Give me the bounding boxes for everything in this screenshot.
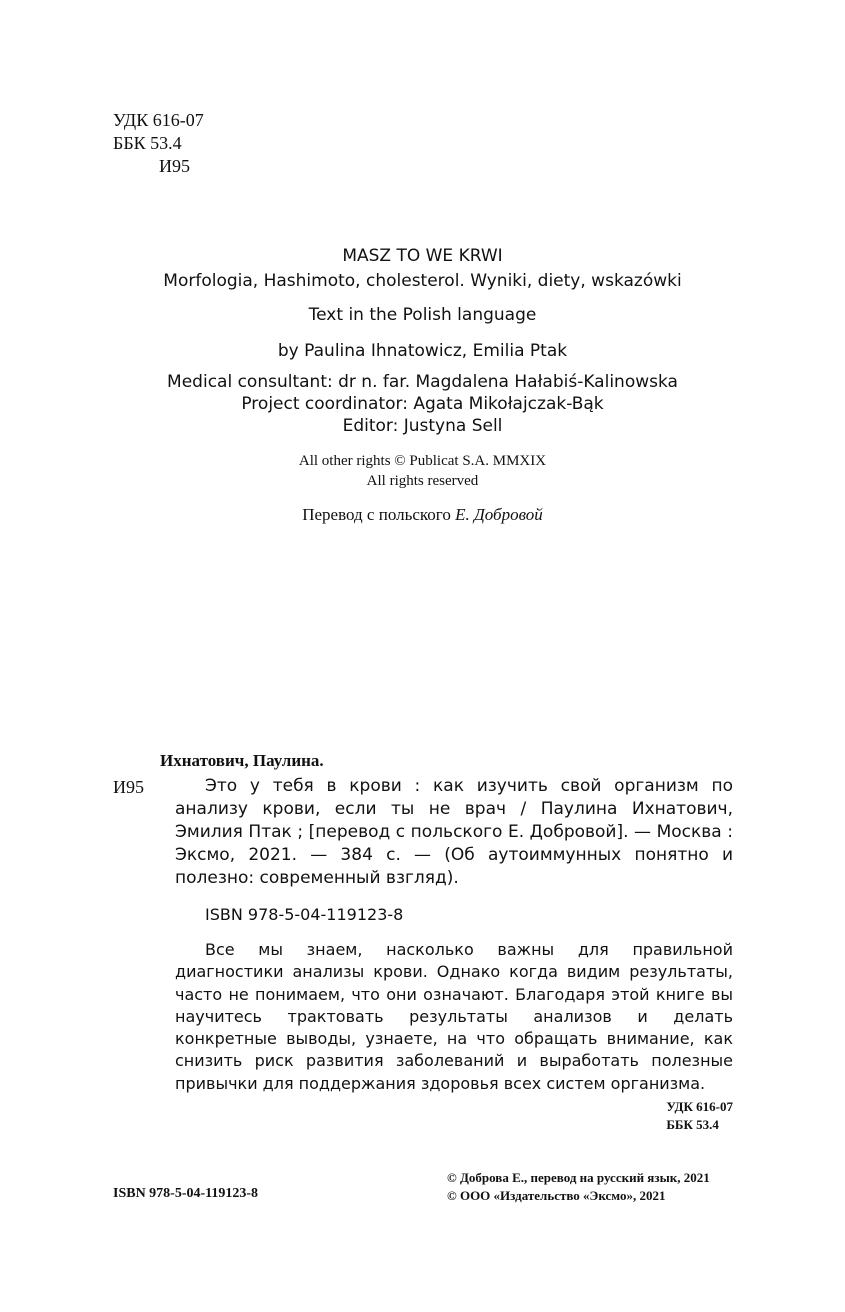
copyright-block: [447, 1169, 710, 1205]
udk-code: УДК 616-07: [113, 110, 204, 130]
footer-isbn: ISBN 978-5-04-119123-8: [113, 1186, 259, 1201]
translator-name: Е. Добровой: [455, 505, 543, 524]
catalog-isbn: ISBN 978-5-04-119123-8: [205, 905, 404, 924]
credits-block: [100, 371, 745, 437]
language-note: Text in the Polish language: [308, 305, 537, 325]
catalog-udk: УДК 616-07: [666, 1099, 733, 1114]
rights-line: All other rights © Publicat S.A. MMXIX: [298, 453, 547, 469]
original-subtitle: Morfologia, Hashimoto, cholesterol. Wyniki, diety, wskazówki: [163, 271, 682, 291]
catalog-author-heading: Ихнатович, Паулина.: [160, 751, 324, 770]
credit-medical-consultant: Medical consultant: dr n. far. Magdalena Hałabiś-Kalinowska: [167, 372, 678, 392]
original-authors: by Paulina Ihnatowicz, Emilia Ptak: [277, 341, 568, 361]
catalog-annotation: Все мы знаем, насколько важны для правильной диагностики анализы крови. Однако когда видим результаты, часто не понимаем, что они означают. Благодаря этой книге вы научитесь трактовать результаты анализов и делать конкретные выводы, узнаете, на что обращать внимание, как снизить риск развития заболеваний и выработать полезные привычки для поддержания здоровья всех систем организма.: [175, 940, 733, 1093]
translation-prefix: Перевод с польского: [302, 505, 451, 524]
rights-reserved: All rights reserved: [366, 473, 479, 489]
credit-project-coordinator: Project coordinator: Agata Mikołajczak-Bąk: [241, 394, 604, 414]
classification-codes: [113, 109, 204, 178]
original-title: MASZ TO WE KRWI: [342, 246, 503, 266]
rights-block: [100, 451, 745, 491]
copyright-publisher: © ООО «Издательство «Эксмо», 2021: [447, 1188, 666, 1203]
bbk-code: ББК 53.4: [113, 133, 182, 153]
author-sign: И95: [159, 156, 190, 176]
catalog-bbk: ББК 53.4: [666, 1117, 719, 1132]
catalog-codes-right: [666, 1098, 733, 1134]
credit-editor: Editor: Justyna Sell: [342, 416, 503, 436]
translation-note: [100, 502, 745, 527]
copyright-translation: © Доброва Е., перевод на русский язык, 2021: [447, 1170, 710, 1185]
catalog-description: Это у тебя в крови : как изучить свой организм по анализу крови, если ты не врач / Паулина Ихнатович, Эмилия Птак ; [перевод с польского Е. Добровой]. — Москва : Эксмо, 2021. — 384 с. — (Об аутоиммунных понятно и полезно: современный взгляд).: [175, 776, 733, 888]
catalog-author-sign: И95: [113, 777, 144, 797]
original-title-block: [100, 244, 745, 294]
